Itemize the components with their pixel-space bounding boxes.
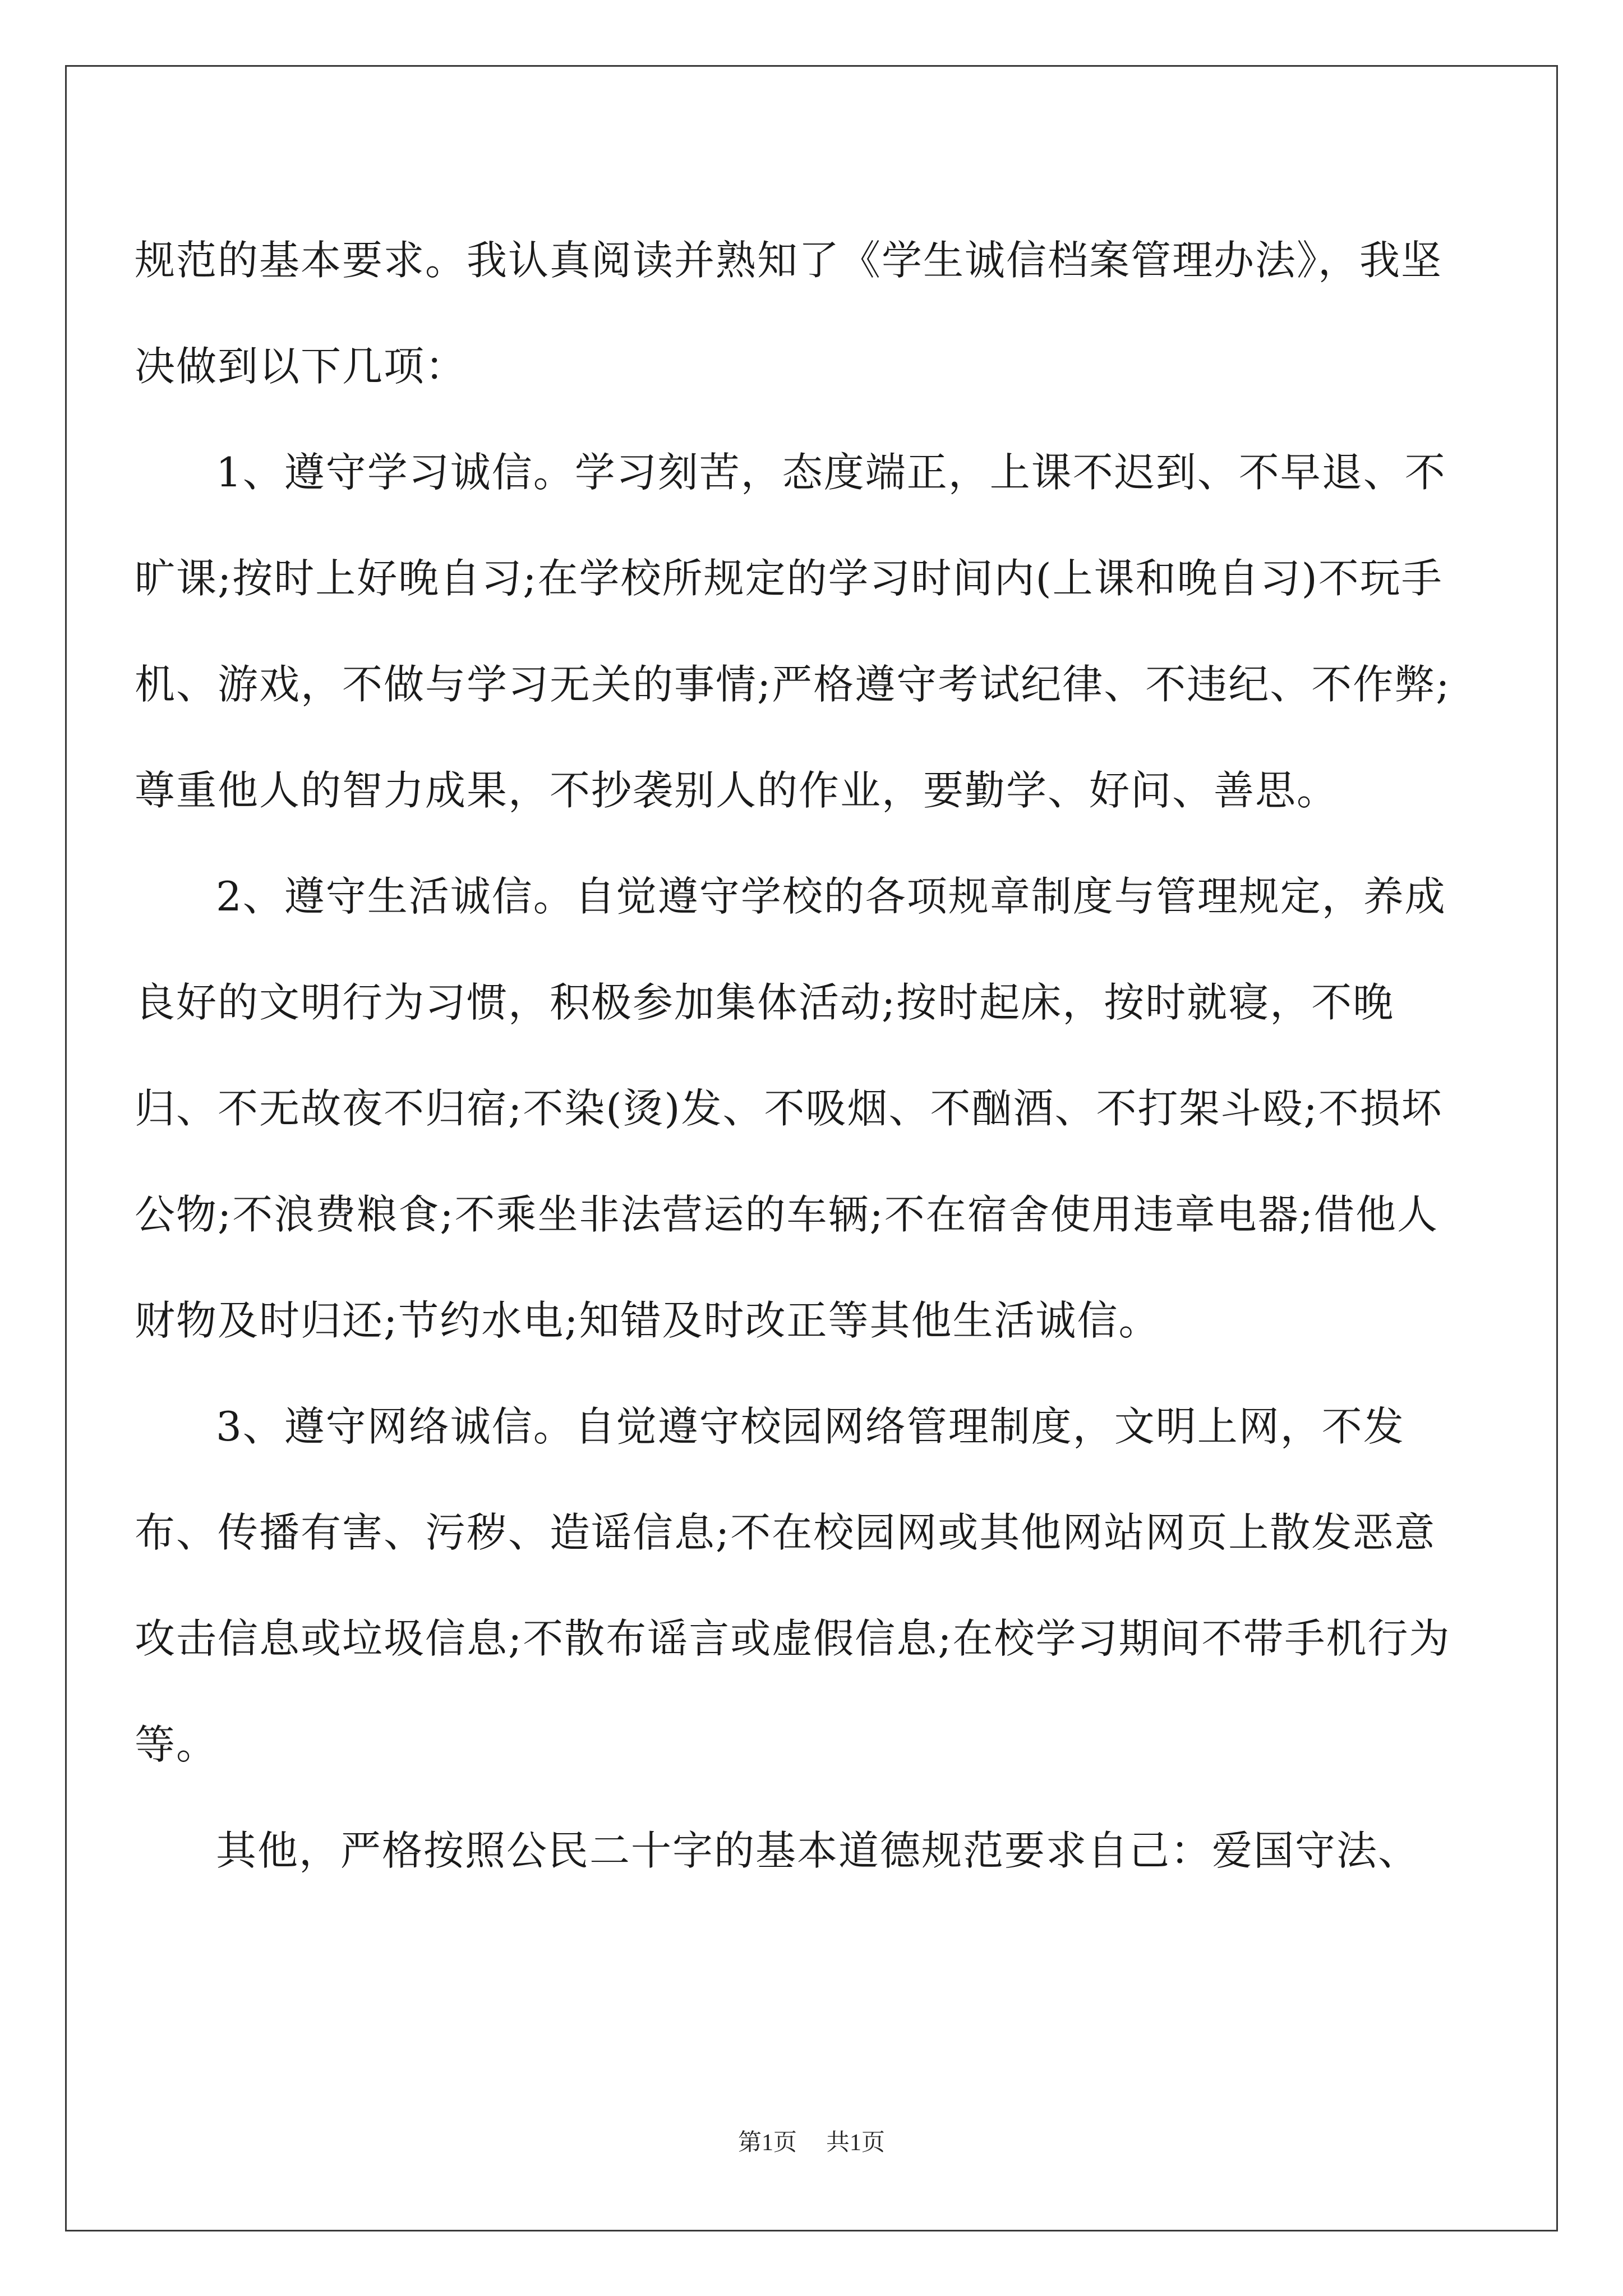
page-number: 第1页 bbox=[737, 2130, 797, 2156]
paragraph-network-integrity: 3、遵守网络诚信。自觉遵守校园网络管理制度，文明上网，不发布、传播有害、污秽、造谣信息;不在校园网或其他网站网页上散发恶意攻击信息或垃圾信息;不散布谣言或虚假信息;在校学习期间不带手机行为等。 bbox=[135, 1403, 1451, 1768]
paragraph-intro: 规范的基本要求。我认真阅读并熟知了《学生诚信档案管理办法》，我坚决做到以下几项： bbox=[135, 237, 1443, 390]
paragraph-study-integrity: 1、遵守学习诚信。学习刻苦，态度端正，上课不迟到、不早退、不旷课;按时上好晚自习;在学校所规定的学习时间内(上课和晚自习)不玩手机、游戏，不做与学习无关的事情;严格遵守考试纪律、不违纪、不作弊;尊重他人的智力成果，不抄袭别人的作业，要勤学、好问、善思。 bbox=[135, 449, 1451, 814]
paragraph-life-integrity: 2、遵守生活诚信。自觉遵守学校的各项规章制度与管理规定，养成良好的文明行为习惯，积极参加集体活动;按时起床，按时就寝，不晚归、不无故夜不归宿;不染(烫)发、不吸烟、不酗酒、不打架斗殴;不损坏公物;不浪费粮食;不乘坐非法营运的车辆;不在宿舍使用违章电器;借他人财物及时归还;节约水电;知错及时改正等其他生活诚信。 bbox=[135, 873, 1446, 1344]
page-footer bbox=[0, 2126, 1623, 2160]
page-total: 共1页 bbox=[826, 2130, 886, 2156]
paragraph-other: 其他，严格按照公民二十字的基本道德规范要求自己：爱国守法、 bbox=[216, 1827, 1420, 1874]
document-body bbox=[135, 208, 1469, 1904]
